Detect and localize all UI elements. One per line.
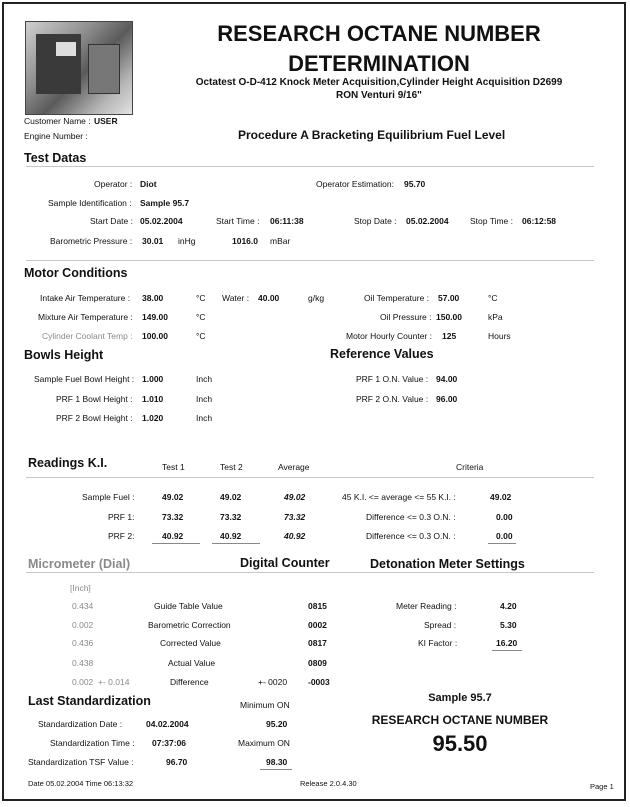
sample-id-label: Sample Identification : <box>48 198 132 208</box>
digital-row-label: Guide Table Value <box>154 601 223 611</box>
intake-value: 38.00 <box>142 293 164 303</box>
digital-row-value: 0002 <box>308 620 327 630</box>
digital-counter-heading: Digital Counter <box>240 556 330 570</box>
sample-id-value: Sample 95.7 <box>140 198 190 208</box>
oil-temp-unit: °C <box>488 293 498 303</box>
bowls-heading: Bowls Height <box>24 348 104 362</box>
readings-heading: Readings K.I. <box>28 456 108 470</box>
start-time-label: Start Time : <box>216 216 260 226</box>
ki-factor-value: 16.20 <box>496 638 518 648</box>
procedure-title: Procedure A Bracketing Equilibrium Fuel Level <box>238 128 506 142</box>
ki-factor-label: KI Factor : <box>418 638 458 648</box>
report-subtitle-line1: Octatest O-D-412 Knock Meter Acquisition,Cylinder Height Acquisition D2699 <box>195 77 563 88</box>
report-title-line2: DETERMINATION <box>288 51 470 76</box>
micrometer-value: 0.436 <box>72 638 94 648</box>
prf2-on-value: 96.00 <box>436 394 458 404</box>
readings-row-result: 49.02 <box>490 492 512 502</box>
readings-row-test2: 49.02 <box>220 492 242 502</box>
std-time-label: Standardization Time : <box>50 738 135 748</box>
water-value: 40.00 <box>258 293 280 303</box>
motor-heading: Motor Conditions <box>24 266 128 280</box>
std-date-label: Standardization Date : <box>38 719 123 729</box>
readings-row-test2: 40.92 <box>220 531 242 541</box>
micrometer-unit: [Inch] <box>70 583 91 593</box>
footer-page: Page 1 <box>590 782 614 791</box>
col-test2: Test 2 <box>220 462 243 472</box>
prf1-on-value: 94.00 <box>436 374 458 384</box>
minimum-on-label: Minimum ON <box>240 700 290 710</box>
readings-row-test2: 73.32 <box>220 512 242 522</box>
minimum-on-value: 95.20 <box>266 719 288 729</box>
readings-row-label: PRF 1: <box>108 512 135 522</box>
result-sample: Sample 95.7 <box>428 692 492 704</box>
coolant-value: 100.00 <box>142 331 168 341</box>
reference-heading: Reference Values <box>330 347 434 361</box>
result-value: 95.50 <box>432 731 488 756</box>
prf1-on-label: PRF 1 O.N. Value : <box>356 374 429 384</box>
mixture-value: 149.00 <box>142 312 168 322</box>
readings-row-criteria: Difference <= 0.3 O.N. : <box>366 512 456 522</box>
intake-label: Intake Air Temperature : <box>40 293 131 303</box>
start-time-value: 06:11:38 <box>270 216 304 226</box>
digital-row-value: 0809 <box>308 658 327 668</box>
stop-date-label: Stop Date : <box>354 216 397 226</box>
sample-bowl-unit: Inch <box>196 374 213 384</box>
digital-diff-tol: +- 0020 <box>258 677 288 687</box>
std-time-value: 07:37:06 <box>152 738 187 748</box>
oil-press-value: 150.00 <box>436 312 462 322</box>
test-datas-heading: Test Datas <box>24 151 87 165</box>
spread-label: Spread : <box>424 620 457 630</box>
micrometer-value: 0.002 <box>72 620 94 630</box>
sample-bowl-label: Sample Fuel Bowl Height : <box>34 374 135 384</box>
readings-row-average: 73.32 <box>284 512 306 522</box>
report-subtitle-line2: RON Venturi 9/16" <box>336 90 422 101</box>
std-tsf-value: 96.70 <box>166 757 188 767</box>
result-label: RESEARCH OCTANE NUMBER <box>371 713 549 727</box>
estimation-label: Operator Estimation: <box>316 179 394 189</box>
readings-row-result: 0.00 <box>496 531 513 541</box>
readings-row-criteria: 45 K.I. <= average <= 55 K.I. : <box>342 492 456 502</box>
meter-reading-value: 4.20 <box>500 601 517 611</box>
stop-time-label: Stop Time : <box>470 216 513 226</box>
footer-datetime: Date 05.02.2004 Time 06:13:32 <box>28 779 134 788</box>
sample-bowl-value: 1.000 <box>142 374 164 384</box>
engine-photo <box>25 21 133 115</box>
mixture-label: Mixture Air Temperature : <box>38 312 133 322</box>
prf2-bowl-label: PRF 2 Bowl Height : <box>56 413 133 423</box>
oil-press-label: Oil Pressure : <box>380 312 432 322</box>
digital-row-label: Difference <box>170 677 209 687</box>
start-date-label: Start Date : <box>90 216 133 226</box>
oil-temp-label: Oil Temperature : <box>364 293 430 303</box>
meter-reading-label: Meter Reading : <box>396 601 457 611</box>
maximum-on-value: 98.30 <box>266 757 288 767</box>
prf2-bowl-value: 1.020 <box>142 413 164 423</box>
readings-row-label: PRF 2: <box>108 531 135 541</box>
std-tsf-label: Standardization TSF Value : <box>28 757 134 767</box>
readings-row-average: 49.02 <box>284 492 306 502</box>
standardization-heading: Last Standardization <box>28 694 151 708</box>
prf2-on-label: PRF 2 O.N. Value : <box>356 394 429 404</box>
readings-row-criteria: Difference <= 0.3 O.N. : <box>366 531 456 541</box>
detonation-heading: Detonation Meter Settings <box>370 557 525 571</box>
baro-inhg-value: 30.01 <box>142 236 164 246</box>
oil-press-unit: kPa <box>488 312 503 322</box>
micrometer-value: 0.438 <box>72 658 94 668</box>
oil-temp-value: 57.00 <box>438 293 460 303</box>
report-page <box>2 2 626 801</box>
coolant-unit: °C <box>196 331 206 341</box>
intake-unit: °C <box>196 293 206 303</box>
baro-label: Barometric Pressure : <box>50 236 133 246</box>
customer-value: USER <box>94 116 118 126</box>
prf1-bowl-value: 1.010 <box>142 394 164 404</box>
hourly-unit: Hours <box>488 331 511 341</box>
readings-row-test1: 73.32 <box>162 512 184 522</box>
col-average: Average <box>278 462 310 472</box>
std-date-value: 04.02.2004 <box>146 719 189 729</box>
readings-row-label: Sample Fuel : <box>82 492 135 502</box>
water-label: Water : <box>222 293 250 303</box>
stop-date-value: 05.02.2004 <box>406 216 449 226</box>
prf1-bowl-label: PRF 1 Bowl Height : <box>56 394 133 404</box>
estimation-value: 95.70 <box>404 179 426 189</box>
digital-row-label: Corrected Value <box>160 638 221 648</box>
hourly-value: 125 <box>442 331 457 341</box>
stop-time-value: 06:12:58 <box>522 216 557 226</box>
col-criteria: Criteria <box>456 462 484 472</box>
digital-row-value: -0003 <box>308 677 330 687</box>
micrometer-diff-tol: +- 0.014 <box>98 677 130 687</box>
operator-value: Diot <box>140 179 157 189</box>
readings-row-test1: 40.92 <box>162 531 184 541</box>
mixture-unit: °C <box>196 312 206 322</box>
digital-row-label: Barometric Correction <box>148 620 231 630</box>
water-unit: g/kg <box>308 293 325 303</box>
hourly-label: Motor Hourly Counter : <box>346 331 432 341</box>
prf2-bowl-unit: Inch <box>196 413 213 423</box>
report-title-line1: RESEARCH OCTANE NUMBER <box>217 21 541 46</box>
micrometer-heading: Micrometer (Dial) <box>28 557 131 571</box>
digital-row-value: 0815 <box>308 601 327 611</box>
digital-row-value: 0817 <box>308 638 327 648</box>
micrometer-value: 0.002 <box>72 677 94 687</box>
prf1-bowl-unit: Inch <box>196 394 213 404</box>
readings-row-average: 40.92 <box>284 531 306 541</box>
coolant-label: Cylinder Coolant Temp : <box>42 331 133 341</box>
digital-row-label: Actual Value <box>168 658 216 668</box>
customer-label: Customer Name : <box>24 116 91 126</box>
micrometer-value: 0.434 <box>72 601 94 611</box>
spread-value: 5.30 <box>500 620 517 630</box>
readings-row-result: 0.00 <box>496 512 513 522</box>
start-date-value: 05.02.2004 <box>140 216 183 226</box>
maximum-on-label: Maximum ON <box>238 738 290 748</box>
baro-mbar-value: 1016.0 <box>232 236 258 246</box>
baro-inhg-unit: inHg <box>178 236 196 246</box>
operator-label: Operator : <box>94 179 133 189</box>
engine-label: Engine Number : <box>24 131 88 141</box>
footer-release: Release 2.0.4.30 <box>300 779 357 788</box>
readings-row-test1: 49.02 <box>162 492 184 502</box>
col-test1: Test 1 <box>162 462 185 472</box>
baro-mbar-unit: mBar <box>270 236 291 246</box>
